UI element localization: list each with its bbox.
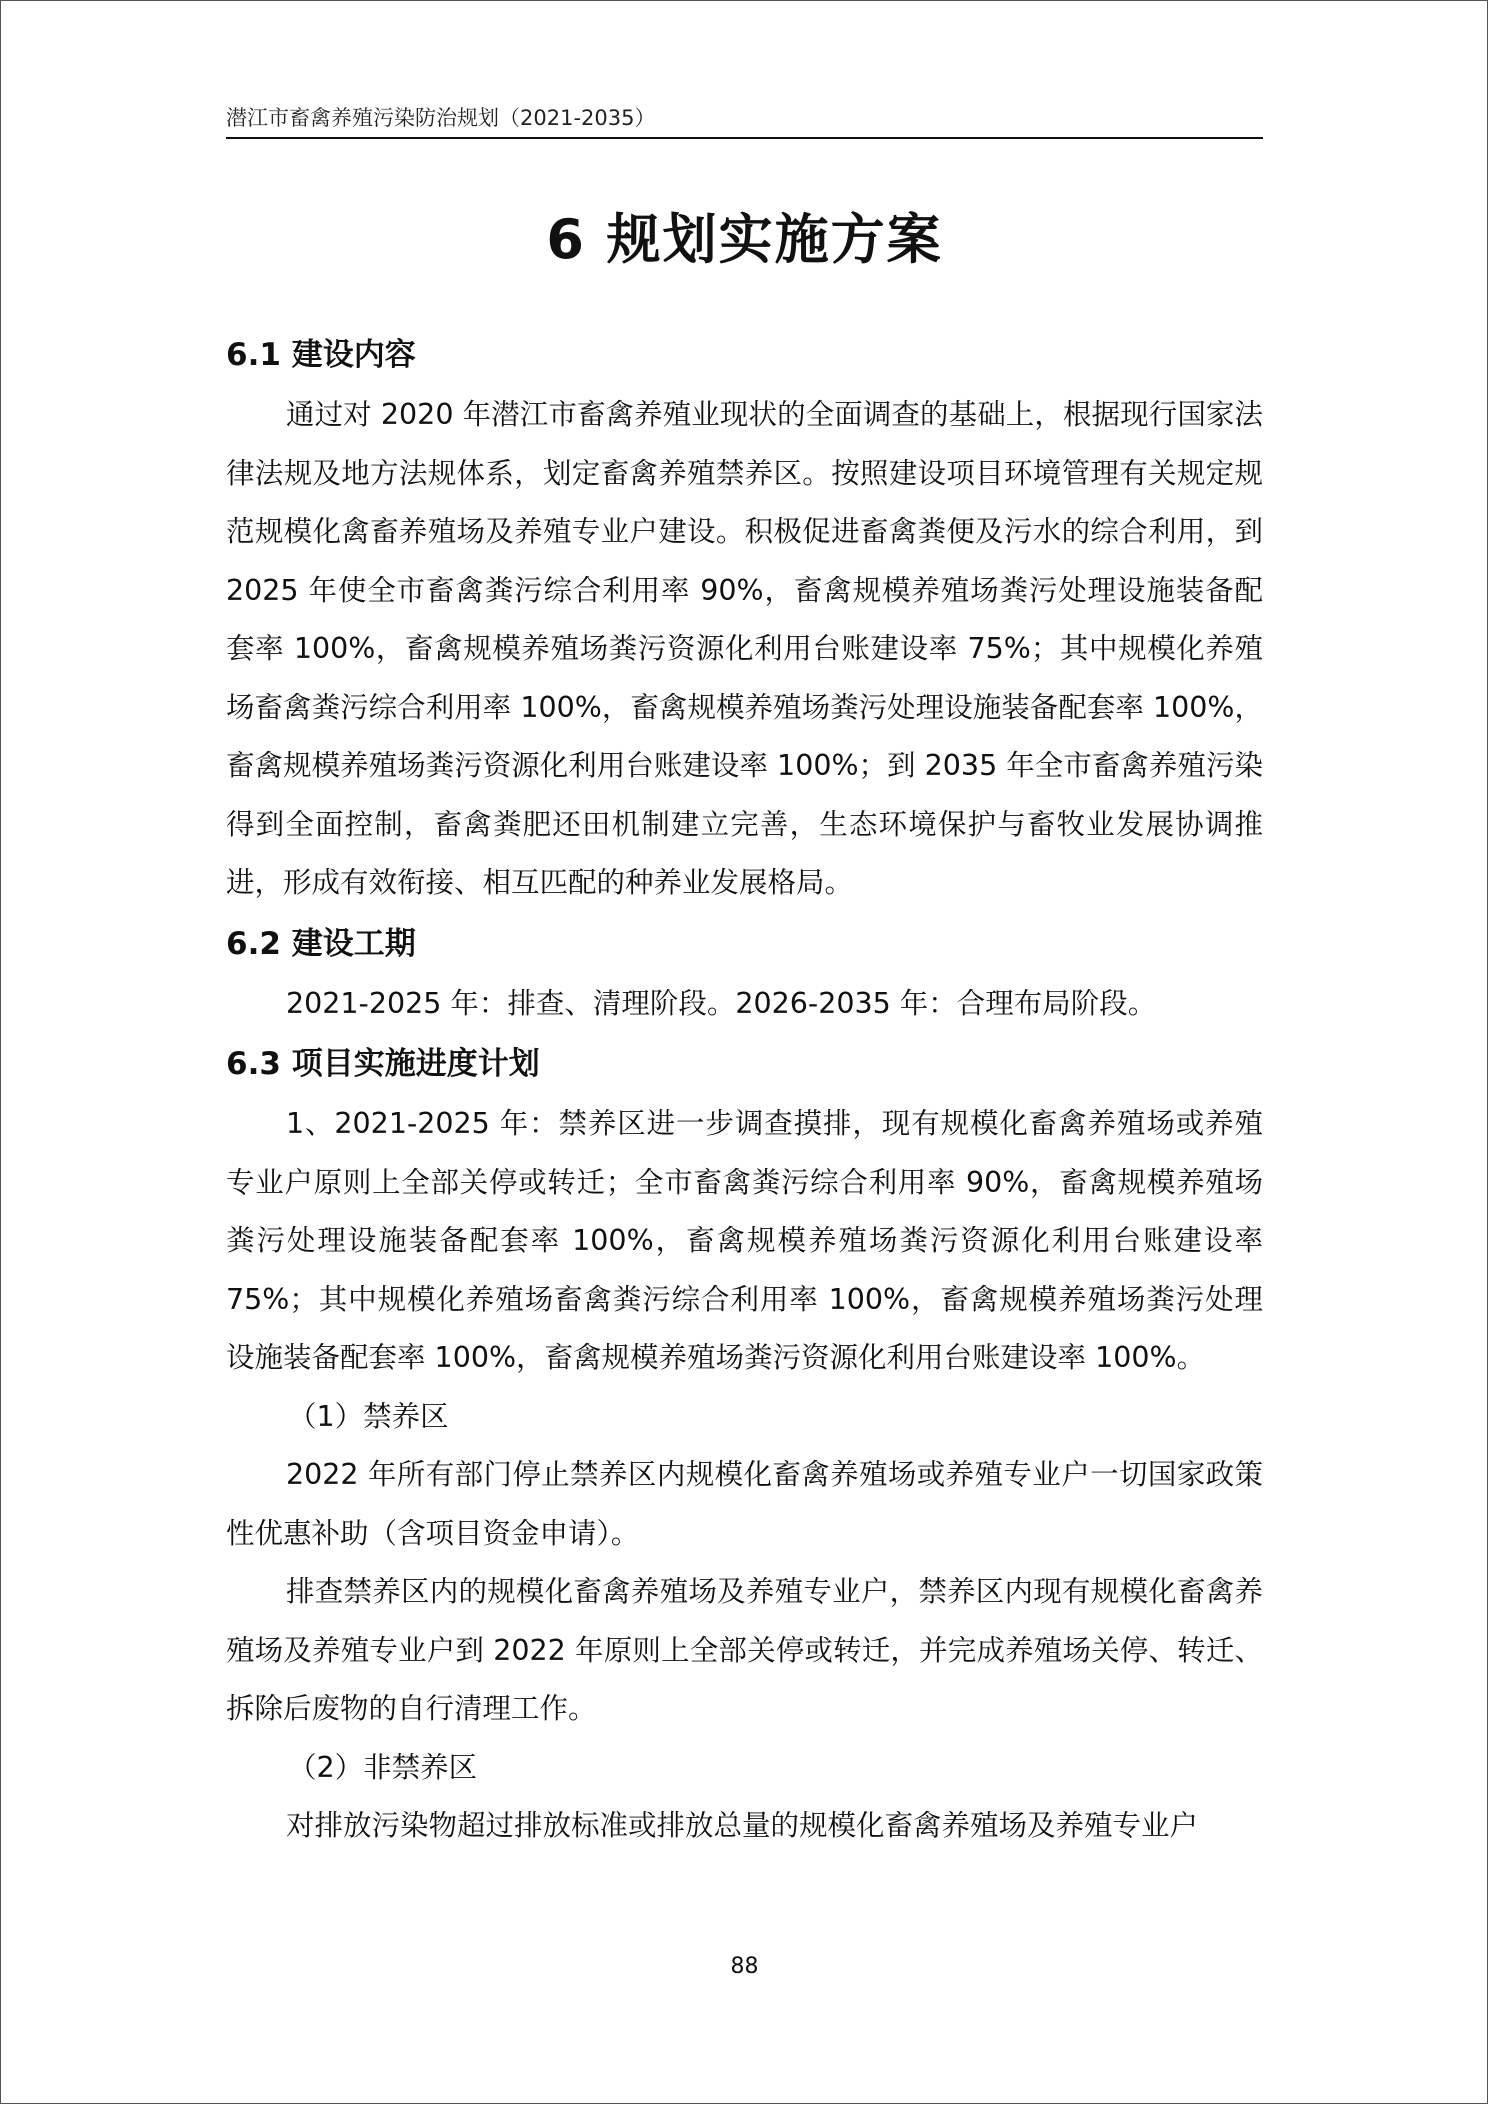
chapter-title: 6 规划实施方案 [546,208,943,271]
header-rule [226,137,1263,139]
section-heading-6-3: 6.3 项目实施进度计划 [226,1046,540,1082]
body-paragraph: 1、2021-2025 年：禁养区进一步调查摸排，现有规模化畜禽养殖场或养殖专业户原则上全部关停或转迁；全市畜禽粪污综合利用率 90%，畜禽规模养殖场粪污处理设施装备配套率 100%，畜禽规模养殖场粪污资源化利用台账建设率 75%；其中规模化养殖场畜禽粪污综合利用率 100%，畜禽规模养殖场粪污处理设施装备配套率 100%，畜禽规模养殖场粪污资源化利用台账建设率 100%。 [226,1107,1263,1374]
body-paragraph: 排查禁养区内的规模化畜禽养殖场及养殖专业户，禁养区内现有规模化畜禽养殖场及养殖专业户到 2022 年原则上全部关停或转迁，并完成养殖场关停、转迁、拆除后废物的自行清理工作。 [226,1575,1263,1725]
body-paragraph: 2021-2025 年：排查、清理阶段。2026-2035 年：合理布局阶段。 [286,986,1157,1020]
body-paragraph: 2022 年所有部门停止禁养区内规模化畜禽养殖场或养殖专业户一切国家政策性优惠补助（含项目资金申请）。 [226,1458,1263,1550]
subitem-label-prohibited-zone: （1）禁养区 [288,1399,449,1433]
subitem-label-non-prohibited-zone: （2）非禁养区 [288,1750,478,1784]
section-heading-6-1: 6.1 建设内容 [226,337,416,373]
body-paragraph: 通过对 2020 年潜江市畜禽养殖业现状的全面调查的基础上，根据现行国家法律法规及地方法规体系，划定畜禽养殖禁养区。按照建设项目环境管理有关规定规范规模化禽畜养殖场及养殖专业户建设。积极促进畜禽粪便及污水的综合利用，到 2025 年使全市畜禽粪污综合利用率 90%，畜禽规模养殖场粪污处理设施装备配套率 100%，畜禽规模养殖场粪污资源化利用台账建设率 75%；其中规模化养殖场畜禽粪污综合利用率 100%，畜禽规模养殖场粪污处理设施装备配套率 100%，畜禽规模养殖场粪污资源化利用台账建设率 100%；到 2035 年全市畜禽养殖污染得到全面控制，畜禽粪肥还田机制建立完善，生态环境保护与畜牧业发展协调推进，形成有效衔接、相互匹配的种养业发展格局。 [226,398,1263,899]
document-body [226,324,1263,1856]
section-heading-6-2: 6.2 建设工期 [226,925,416,962]
page-number: 88 [730,1954,759,1979]
body-paragraph: 对排放污染物超过排放标准或排放总量的规模化畜禽养殖场及养殖专业户 [286,1809,1199,1842]
running-header: 潜江市畜禽养殖污染防治规划（2021-2035） [226,106,656,130]
